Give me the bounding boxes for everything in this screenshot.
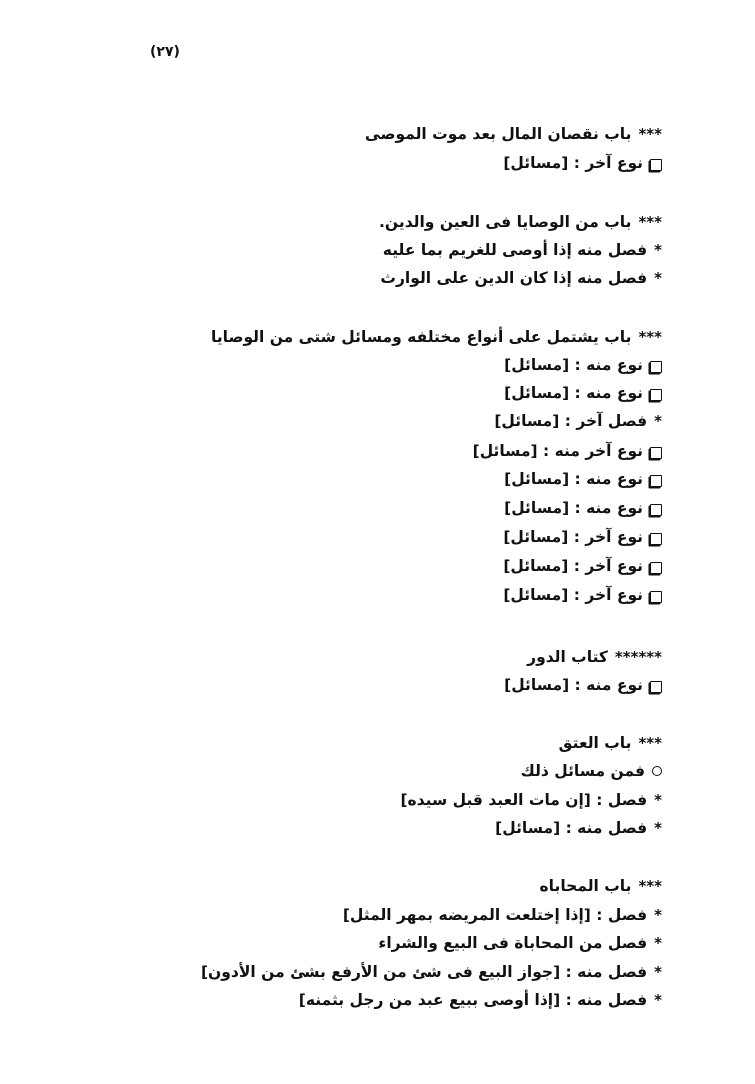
section-heading [540, 876, 662, 896]
list-item [495, 818, 662, 838]
line-text: فصل : [إذا إختلعت المريضه بمهر المثل] [342, 906, 648, 924]
asterisk-marker: * [654, 963, 662, 981]
checkbox-square-icon [650, 159, 662, 171]
asterisk-marker: * [654, 906, 662, 924]
list-item [504, 383, 662, 403]
line-text: نوع منه : [مسائل] [504, 384, 643, 402]
list-item [503, 153, 662, 173]
asterisk-marker: *** [638, 125, 662, 143]
line-text: فصل آخر : [مسائل] [494, 412, 648, 430]
asterisk-marker: * [654, 269, 662, 287]
ring-bullet-icon [652, 766, 662, 776]
checkbox-square-icon [650, 361, 662, 373]
line-text: نوع منه : [مسائل] [504, 470, 643, 488]
line-text: نوع منه : [مسائل] [504, 356, 643, 374]
section-heading [559, 733, 662, 753]
line-text: باب المحاباه [539, 877, 632, 895]
line-text: فصل منه : [جواز البيع فى شئ من الأرفع بشئ من الأدون] [200, 963, 648, 981]
section-heading [365, 124, 662, 144]
line-text: نوع منه : [مسائل] [504, 499, 643, 517]
line-text: نوع آخر : [مسائل] [503, 154, 643, 172]
checkbox-square-icon [650, 681, 662, 693]
line-text: نوع آخر منه : [مسائل] [472, 442, 643, 460]
line-text: فصل : [إن مات العبد قبل سيده] [400, 791, 648, 809]
list-item [521, 761, 662, 781]
list-item [504, 355, 662, 375]
checkbox-square-icon [650, 562, 662, 574]
list-item [343, 905, 662, 925]
list-item [201, 962, 662, 982]
asterisk-marker: *** [638, 877, 662, 895]
page-number: (٢٧) [150, 44, 180, 60]
checkbox-square-icon [650, 591, 662, 603]
line-text: كتاب الدور [527, 648, 608, 666]
list-item [380, 268, 662, 288]
asterisk-marker: *** [638, 213, 662, 231]
line-text: نوع آخر : [مسائل] [503, 586, 643, 604]
checkbox-square-icon [650, 475, 662, 487]
checkbox-square-icon [650, 504, 662, 516]
section-heading [211, 327, 662, 347]
line-text: فصل منه إذا كان الدين على الوارث [380, 269, 648, 287]
list-item [504, 469, 662, 489]
line-text: فصل منه : [إذا أوصى ببيع عبد من رجل بثمنه] [298, 991, 648, 1009]
list-item [299, 990, 662, 1010]
section-heading [379, 212, 662, 232]
line-text: فمن مسائل ذلك [520, 762, 645, 780]
asterisk-marker: ****** [614, 648, 662, 666]
line-text: فصل منه : [مسائل] [495, 819, 648, 837]
line-text: باب العتق [558, 734, 632, 752]
list-item [504, 675, 662, 695]
line-text: نوع آخر : [مسائل] [503, 557, 643, 575]
asterisk-marker: * [654, 934, 662, 952]
list-item [503, 585, 662, 605]
list-item [494, 411, 662, 431]
list-item [503, 556, 662, 576]
checkbox-square-icon [650, 533, 662, 545]
line-text: فصل من المحاباة فى البيع والشراء [378, 934, 648, 952]
section-heading [527, 647, 662, 667]
list-item [378, 933, 662, 953]
line-text: نوع منه : [مسائل] [504, 676, 643, 694]
checkbox-square-icon [650, 389, 662, 401]
asterisk-marker: * [654, 791, 662, 809]
asterisk-marker: * [654, 241, 662, 259]
list-item [503, 527, 662, 547]
line-text: باب يشتمل على أنواع مختلفه ومسائل شتى من الوصايا [211, 328, 632, 346]
asterisk-marker: * [654, 412, 662, 430]
checkbox-square-icon [650, 447, 662, 459]
line-text: نوع آخر : [مسائل] [503, 528, 643, 546]
list-item [383, 240, 662, 260]
line-text: فصل منه إذا أوصى للغريم بما عليه [382, 241, 648, 259]
asterisk-marker: *** [638, 328, 662, 346]
list-item [504, 498, 662, 518]
list-item [473, 441, 662, 461]
line-text: باب نقصان المال بعد موت الموصى [364, 125, 632, 143]
line-text: باب من الوصايا فى العين والدين. [379, 213, 632, 231]
asterisk-marker: * [654, 991, 662, 1009]
list-item [400, 790, 662, 810]
asterisk-marker: *** [638, 734, 662, 752]
asterisk-marker: * [654, 819, 662, 837]
